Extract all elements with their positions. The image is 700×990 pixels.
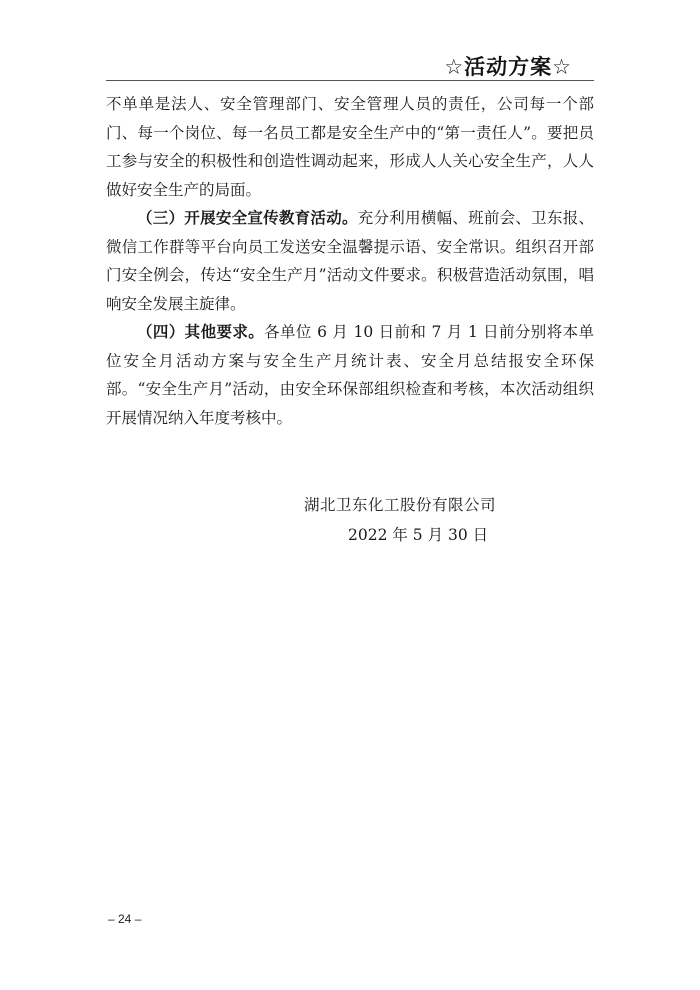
- paragraph-text: 各单位 6 月 10 日前和 7 月 1 日前分别将本单位安全月活动方案与安全生产月统计表、安全月总结报安全环保部。“安全生产月”活动，由安全环保部组织检查和考核，本次活动组织开展情况纳入年度考核中。: [106, 323, 594, 427]
- paragraph-text: 不单单是法人、安全管理部门、安全管理人员的责任，公司每一个部门、每一个岗位、每一名员工都是安全生产中的“第一责任人”。要把员工参与安全的积极性和创造性调动起来，形成人人关心安全生产，人人做好安全生产的局面。: [106, 95, 594, 199]
- signature-company: 湖北卫东化工股份有限公司: [304, 496, 497, 514]
- page-number: – 24 –: [108, 912, 142, 926]
- paragraph-publicity: [106, 204, 594, 318]
- document-body: [106, 90, 594, 432]
- section-heading: （四）其他要求。: [137, 322, 265, 341]
- page-header: [106, 46, 594, 81]
- section-heading: （三）开展安全宣传教育活动。: [137, 208, 358, 227]
- paragraph-continuation: [106, 90, 594, 204]
- paragraph-other-requirements: [106, 318, 594, 432]
- header-title: ☆活动方案☆: [444, 55, 572, 79]
- signature-block: [300, 490, 520, 550]
- paragraph-text: 充分利用横幅、班前会、卫东报、微信工作群等平台向员工发送安全温馨提示语、安全常识。组织召开部门安全例会，传达“安全生产月”活动文件要求。积极营造活动氛围，唱响安全发展主旋律。: [106, 209, 594, 313]
- signature-date: 2022 年 5 月 30 日: [348, 526, 489, 544]
